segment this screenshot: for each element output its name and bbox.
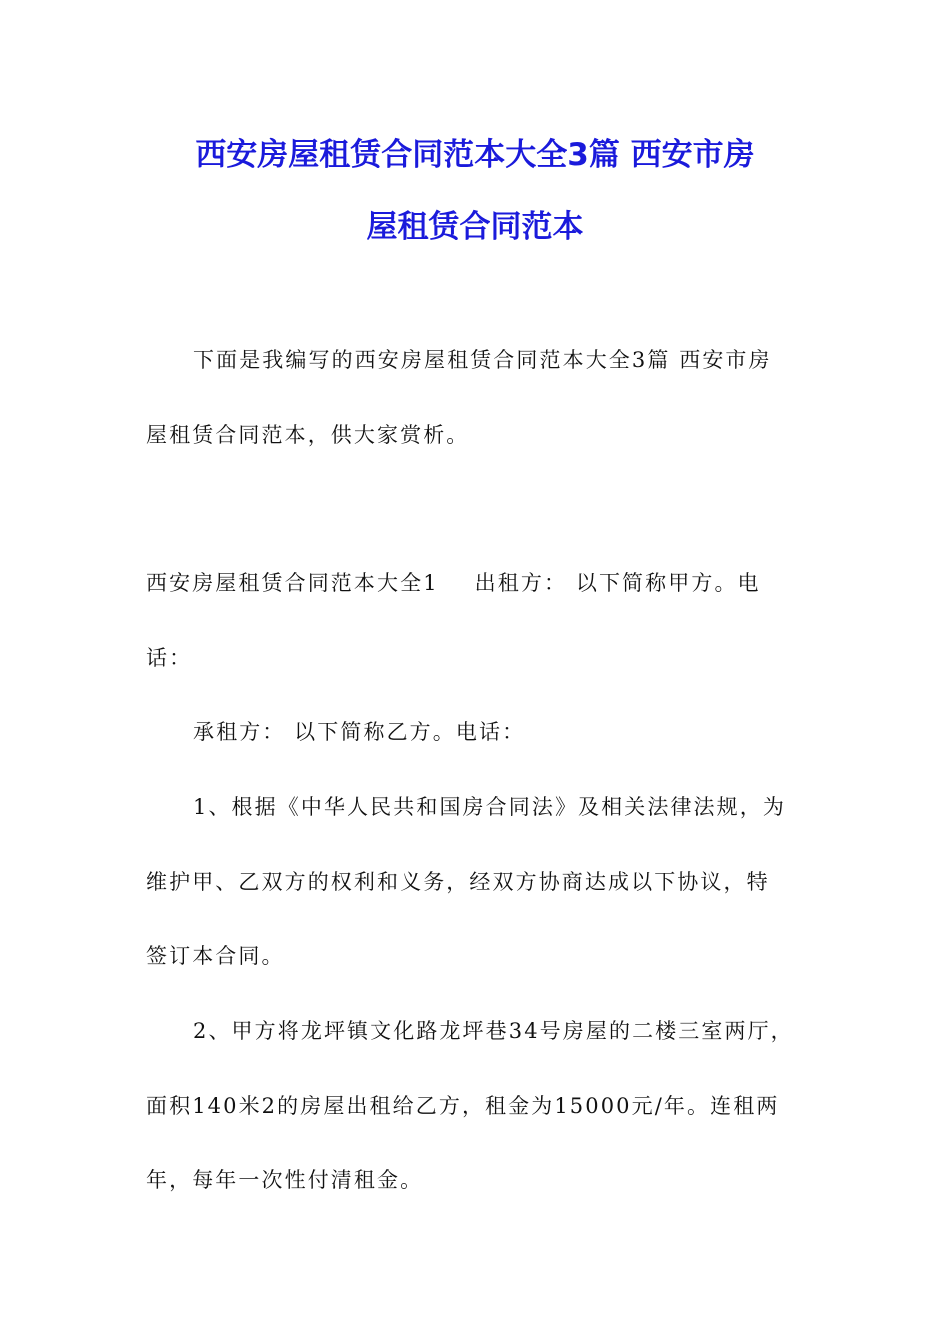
clause-2-line-1: 2、甲方将龙坪镇文化路龙坪巷34号房屋的二楼三室两厅， bbox=[193, 1019, 794, 1043]
intro-paragraph-line-2: 屋租赁合同范本，供大家赏析。 bbox=[146, 423, 470, 447]
clause-2-line-2: 面积140米2的房屋出租给乙方，租金为15000元/年。连租两 bbox=[146, 1094, 780, 1118]
clause-1-line-3: 签订本合同。 bbox=[146, 944, 285, 968]
clause-1-line-1: 1、根据《中华人民共和国房合同法》及相关法律法规，为 bbox=[193, 795, 786, 819]
clause-1-line-2: 维护甲、乙双方的权利和义务，经双方协商达成以下协议，特 bbox=[146, 870, 770, 894]
clause-2-line-3: 年，每年一次性付清租金。 bbox=[146, 1168, 424, 1192]
section-1-heading-line bbox=[146, 568, 761, 598]
lessee-label: 承租方： 以下简称乙方。电话： bbox=[193, 720, 526, 744]
document-title-line-2: 屋租赁合同范本 bbox=[366, 209, 584, 245]
intro-paragraph-line-1: 下面是我编写的西安房屋租赁合同范本大全3篇 西安市房 bbox=[193, 348, 772, 372]
document-title-line-1: 西安房屋租赁合同范本大全3篇 西安市房 bbox=[195, 137, 755, 173]
lessor-label: 出租方： 以下简称甲方。电 bbox=[474, 571, 761, 595]
lessor-label-continued: 话： bbox=[146, 646, 193, 670]
section-1-heading: 西安房屋租赁合同范本大全1 bbox=[146, 571, 439, 595]
